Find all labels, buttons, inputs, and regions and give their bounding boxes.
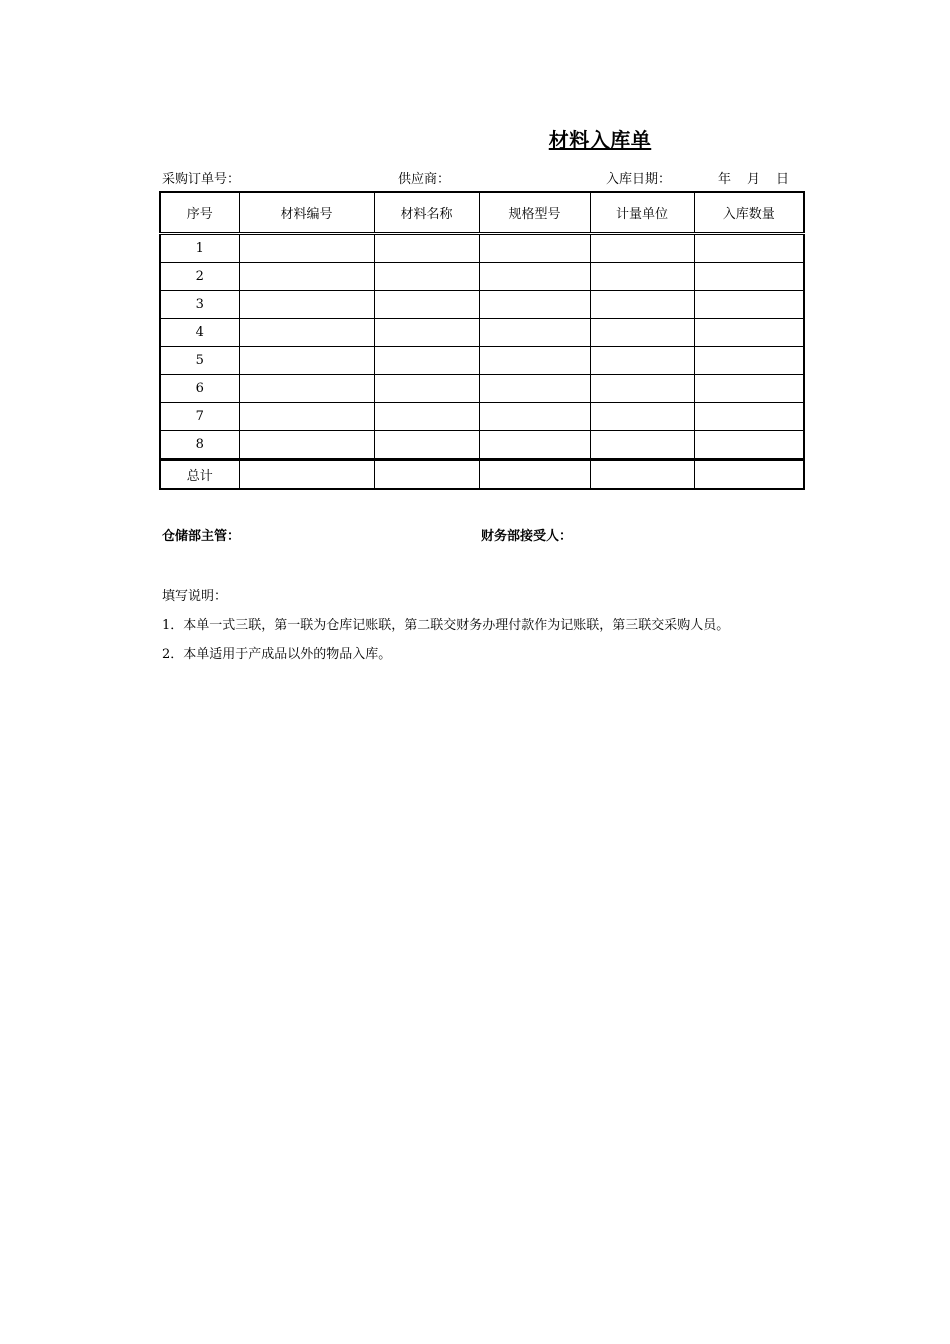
table-row <box>160 375 804 403</box>
table-cell[interactable] <box>479 460 590 490</box>
table-cell[interactable] <box>239 263 374 291</box>
table-cell[interactable] <box>590 375 694 403</box>
table-cell[interactable] <box>694 234 804 263</box>
table-cell[interactable] <box>479 403 590 431</box>
column-header: 规格型号 <box>479 192 590 234</box>
table-cell[interactable] <box>590 403 694 431</box>
table-cell[interactable] <box>479 431 590 460</box>
table-row <box>160 319 804 347</box>
column-header: 计量单位 <box>590 192 694 234</box>
table-cell[interactable] <box>479 347 590 375</box>
date-month: 月 <box>747 172 761 187</box>
instruction-item: 1．本单一式三联，第一联为仓库记账联，第二联交财务办理付款作为记账联，第三联交采购人员。 <box>162 618 730 633</box>
row-number: 6 <box>160 375 239 403</box>
table-cell[interactable] <box>374 234 479 263</box>
table-cell[interactable] <box>694 291 804 319</box>
table-row <box>160 263 804 291</box>
table-row <box>160 403 804 431</box>
table-cell[interactable] <box>239 375 374 403</box>
table-cell[interactable] <box>239 431 374 460</box>
table-cell[interactable] <box>590 234 694 263</box>
receipt-table <box>159 191 805 490</box>
finance-receiver-label: 财务部接受人： <box>481 529 573 544</box>
table-cell[interactable] <box>590 347 694 375</box>
column-header: 材料名称 <box>374 192 479 234</box>
instructions-heading: 填写说明： <box>162 589 228 604</box>
table-cell[interactable] <box>239 460 374 490</box>
table-cell[interactable] <box>590 263 694 291</box>
table-cell[interactable] <box>694 347 804 375</box>
table-cell[interactable] <box>479 319 590 347</box>
table-cell[interactable] <box>239 319 374 347</box>
supplier-label: 供应商： <box>398 172 451 187</box>
row-number: 2 <box>160 263 239 291</box>
row-number: 7 <box>160 403 239 431</box>
table-cell[interactable] <box>479 375 590 403</box>
date-year: 年 <box>718 172 732 187</box>
column-header: 序号 <box>160 192 239 234</box>
document-title: 材料入库单 <box>548 128 652 152</box>
table-cell[interactable] <box>374 291 479 319</box>
table-cell[interactable] <box>694 460 804 490</box>
table-cell[interactable] <box>590 319 694 347</box>
table-cell[interactable] <box>374 375 479 403</box>
total-label: 总计 <box>160 460 239 490</box>
row-number: 4 <box>160 319 239 347</box>
table-cell[interactable] <box>239 291 374 319</box>
column-header: 材料编号 <box>239 192 374 234</box>
table-cell[interactable] <box>590 431 694 460</box>
table-row <box>160 431 804 460</box>
table-header-row <box>160 192 804 234</box>
table-cell[interactable] <box>374 319 479 347</box>
row-number: 1 <box>160 234 239 263</box>
row-number: 5 <box>160 347 239 375</box>
table-cell[interactable] <box>239 347 374 375</box>
table-cell[interactable] <box>374 347 479 375</box>
table-cell[interactable] <box>374 431 479 460</box>
table-cell[interactable] <box>374 263 479 291</box>
table-cell[interactable] <box>374 403 479 431</box>
instruction-item: 2．本单适用于产成品以外的物品入库。 <box>162 647 392 662</box>
receipt-date-label: 入库日期： <box>606 172 672 187</box>
row-number: 3 <box>160 291 239 319</box>
table-cell[interactable] <box>479 234 590 263</box>
column-header: 入库数量 <box>694 192 804 234</box>
table-row <box>160 347 804 375</box>
table-row <box>160 234 804 263</box>
table-cell[interactable] <box>239 234 374 263</box>
table-cell[interactable] <box>590 291 694 319</box>
row-number: 8 <box>160 431 239 460</box>
table-cell[interactable] <box>479 263 590 291</box>
instructions <box>162 582 729 669</box>
date-day: 日 <box>776 172 790 187</box>
table-cell[interactable] <box>694 263 804 291</box>
table-cell[interactable] <box>374 460 479 490</box>
warehouse-supervisor-label: 仓储部主管： <box>162 529 241 544</box>
table-row <box>160 291 804 319</box>
table-cell[interactable] <box>694 375 804 403</box>
po-number-label: 采购订单号： <box>162 172 241 187</box>
table-cell[interactable] <box>694 319 804 347</box>
table-cell[interactable] <box>239 403 374 431</box>
table-cell[interactable] <box>590 460 694 490</box>
table-cell[interactable] <box>479 291 590 319</box>
total-row <box>160 460 804 490</box>
table-cell[interactable] <box>694 431 804 460</box>
table-cell[interactable] <box>694 403 804 431</box>
